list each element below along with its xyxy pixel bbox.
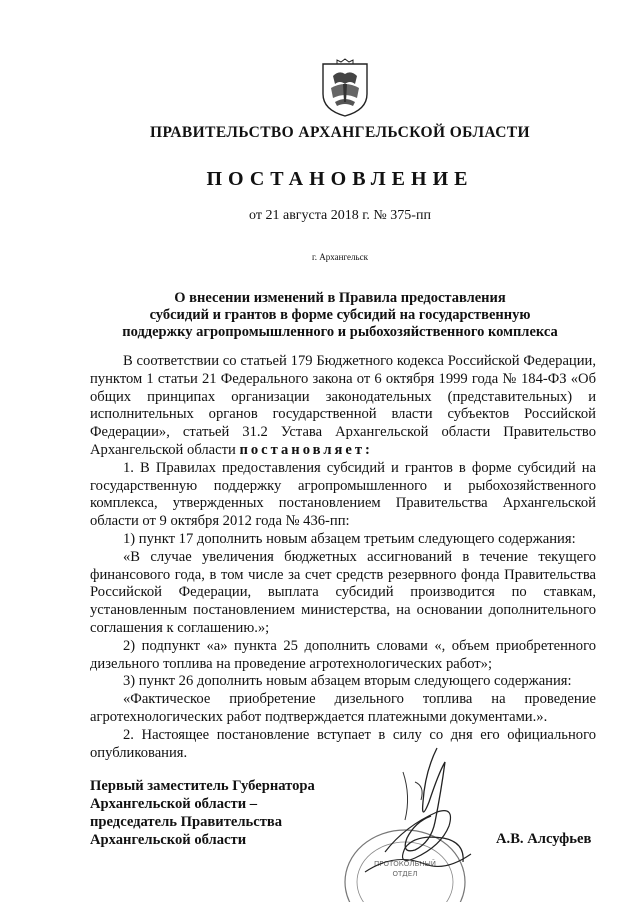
- coat-of-arms-icon: [315, 58, 375, 118]
- document-title: [0, 290, 640, 341]
- signatory-title: [90, 777, 315, 849]
- item-1-1: 1) пункт 17 дополнить новым абзацем третьим следующего содержания:: [123, 530, 576, 547]
- stamp-text-top: ПРОТОКОЛЬНЫЙ: [373, 860, 437, 868]
- organization-name: ПРАВИТЕЛЬСТВО АРХАНГЕЛЬСКОЙ ОБЛАСТИ: [149, 124, 530, 141]
- title-line: О внесении изменений в Правила предоставления: [174, 290, 506, 306]
- signatory-title-line: Архангельской области –: [90, 796, 258, 812]
- signatory-name: А.В. Алсуфьев: [496, 831, 592, 847]
- document-city: г. Архангельск: [312, 252, 368, 262]
- title-line: субсидий и грантов в форме субсидий на государственную: [149, 307, 531, 323]
- document-date-number: от 21 августа 2018 г. № 375-пп: [249, 208, 431, 223]
- item-2: 2. Настоящее постановление вступает в силу со дня его официального опубликования.: [90, 726, 596, 761]
- resolves-word: постановляет:: [239, 441, 373, 458]
- title-line: поддержку агропромышленного и рыбохозяйственного комплекса: [122, 324, 558, 340]
- preamble-text: В соответствии со статьей 179 Бюджетного кодекса Российской Федерации, пунктом 1 статьи 21 Федерального закона от 6 октября 1999 года № 184-ФЗ «Об общих принципах организации законодательных (представительных) и исполнительных органов государственной власти субъектов Российской Федерации», статьей 31.2 Устава Архангельской области Правительство Архангельской области: [90, 353, 596, 458]
- item-1-2: 2) подпункт «а» пункта 25 дополнить словами «, объем приобретенного дизельного топлива на проведение агротехнологических работ»;: [90, 637, 596, 672]
- signatory-title-line: Первый заместитель Губернатора: [90, 778, 315, 794]
- signatory-title-line: Архангельской области: [90, 832, 247, 848]
- quote-3: «Фактическое приобретение дизельного топлива на проведение агротехнологических работ подтверждается платежными документами.».: [90, 691, 596, 725]
- handwritten-signature: [345, 742, 480, 882]
- item-1-3: 3) пункт 26 дополнить новым абзацем вторым следующего содержания:: [123, 673, 572, 690]
- signatory-title-line: председатель Правительства: [90, 814, 283, 830]
- document-body: [90, 353, 596, 762]
- item-1: 1. В Правилах предоставления субсидий и грантов в форме субсидий на государственную поддержку агропромышленного и рыбохозяйственного комплекса, утвержденных постановлением Правительства Архангельской области от 9 октября 2012 года № 436-пп:: [90, 459, 596, 530]
- document-type: ПОСТАНОВЛЕНИЕ: [206, 168, 474, 190]
- stamp-text-bottom: ОТДЕЛ: [392, 870, 418, 878]
- quote-1: «В случае увеличения бюджетных ассигнований в течение текущего финансового года, в том числе за счет средств резервного фонда Правительства Российской Федерации, выплата субсидий производится по ставкам, установленным постановлением министерства, на основании дополнительного соглашения к соглашению.»;: [90, 548, 596, 636]
- preamble-paragraph: [90, 353, 596, 460]
